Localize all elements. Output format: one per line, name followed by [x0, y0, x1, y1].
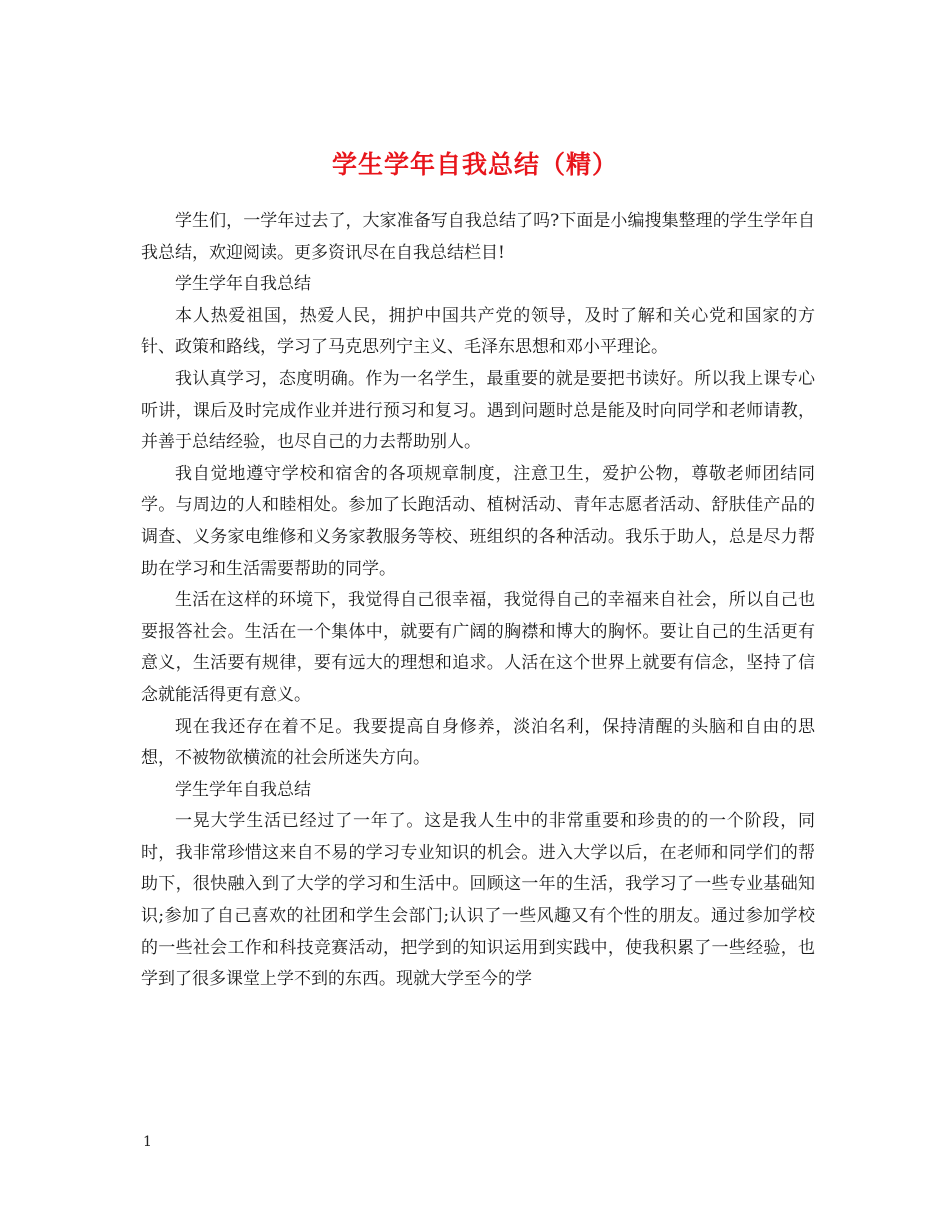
- page-number: 1: [143, 1134, 152, 1150]
- section-heading: 学生学年自我总结: [175, 779, 311, 800]
- document-body: [141, 206, 815, 996]
- paragraph: 现在我还存在着不足。我要提高自身修养，淡泊名利，保持清醒的头脑和自由的思想，不被物欲横流的社会所迷失方向。: [141, 716, 815, 769]
- paragraph-intro: 学生们，一学年过去了，大家准备写自我总结了吗?下面是小编搜集整理的学生学年自我总结，欢迎阅读。更多资讯尽在自我总结栏目!: [141, 211, 815, 263]
- document-title: 学生学年自我总结（精）: [331, 149, 618, 179]
- paragraph: 本人热爱祖国，热爱人民，拥护中国共产党的领导，及时了解和关心党和国家的方针、政策和路线，学习了马克思列宁主义、毛泽东思想和邓小平理论。: [141, 305, 815, 358]
- paragraph: 生活在这样的环境下，我觉得自己很幸福，我觉得自己的幸福来自社会，所以自己也要报答社会。生活在一个集体中，就要有广阔的胸襟和博大的胸怀。要让自己的生活更有意义，生活要有规律，要有远大的理想和追求。人活在这个世界上就要有信念，坚持了信念就能活得更有意义。: [141, 590, 815, 705]
- paragraph: 我自觉地遵守学校和宿舍的各项规章制度，注意卫生，爱护公物，尊敬老师团结同学。与周边的人和睦相处。参加了长跑活动、植树活动、青年志愿者活动、舒肤佳产品的调查、义务家电维修和义务家教服务等校、班组织的各种活动。我乐于助人，总是尽力帮助在学习和生活需要帮助的同学。: [141, 463, 815, 579]
- paragraph: 我认真学习，态度明确。作为一名学生，最重要的就是要把书读好。所以我上课专心听讲，课后及时完成作业并进行预习和复习。遇到问题时总是能及时向同学和老师请教，并善于总结经验，也尽自己的力去帮助别人。: [141, 368, 815, 453]
- paragraph: 一晃大学生活已经过了一年了。这是我人生中的非常重要和珍贵的的一个阶段，同时，我非常珍惜这来自不易的学习专业知识的机会。进入大学以后，在老师和同学们的帮助下，很快融入到了大学的学习和生活中。回顾这一年的生活，我学习了一些专业基础知识;参加了自己喜欢的社团和学生会部门;认识了一些风趣又有个性的朋友。通过参加学校的一些社会工作和科技竞赛活动，把学到的知识运用到实践中，使我积累了一些经验，也学到了很多课堂上学不到的东西。现就大学至今的学: [141, 811, 815, 990]
- section-heading: 学生学年自我总结: [175, 274, 311, 295]
